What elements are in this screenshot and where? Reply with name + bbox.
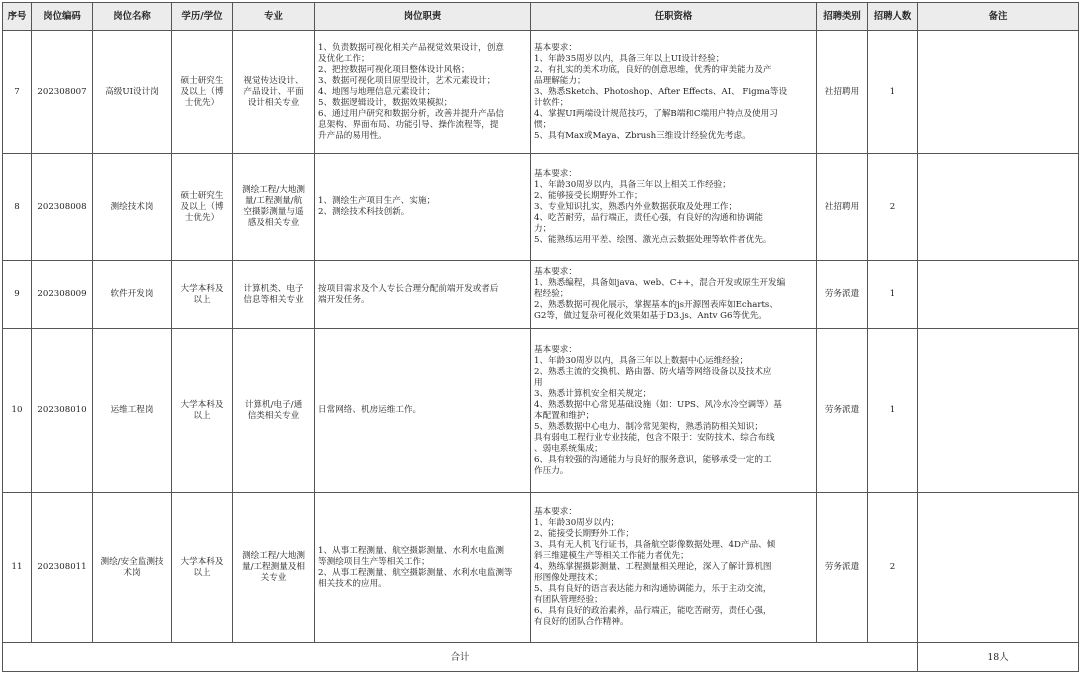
cell-code: 202308011 <box>32 493 93 643</box>
cell-seq: 8 <box>3 154 32 261</box>
cell-count: 1 <box>868 261 918 329</box>
header-name: 岗位名称 <box>93 3 172 31</box>
cell-type: 社招聘用 <box>817 154 868 261</box>
cell-duty: 1、测绘生产项目生产、实施； 2、测绘技术科技创新。 <box>315 154 531 261</box>
table-row <box>3 493 1079 643</box>
cell-duty: 按项目需求及个人专长合理分配前端开发或者后 端开发任务。 <box>315 261 531 329</box>
table-row <box>3 329 1079 493</box>
cell-qual: 基本要求： 1、年龄35周岁以内，具备三年以上UI设计经验； 2、有扎实的美术功底，良好的创意思维，优秀的审美能力及产 品理解能力； 3、熟悉Sketch、Photoshop、After Effects、AI、 Figma等设 计软件； 4、掌握UI两端设计规范技巧，了解B端和C端用户特点及使用习 惯； 5、具有Max或Maya、Zbrush三维设计经验优先考虑。 <box>531 31 817 154</box>
cell-code: 202308010 <box>32 329 93 493</box>
cell-name: 高级UI设计岗 <box>93 31 172 154</box>
header-code: 岗位编码 <box>32 3 93 31</box>
cell-qual: 基本要求： 1、熟悉编程，具备如java、web、C++，混合开发或原生开发编 程经验； 2、熟悉数据可视化展示，掌握基本的js开源图表库如Echarts、 G2等，做过复杂可视化效果如基于D3.js、Antv G6等优先。 <box>531 261 817 329</box>
header-major: 专业 <box>233 3 315 31</box>
cell-count: 2 <box>868 154 918 261</box>
cell-note <box>918 154 1079 261</box>
cell-type: 社招聘用 <box>817 31 868 154</box>
total-row <box>3 643 1079 672</box>
header-type: 招聘类别 <box>817 3 868 31</box>
cell-edu: 大学本科及 以上 <box>172 493 233 643</box>
total-value: 18人 <box>918 643 1079 672</box>
header-count: 招聘人数 <box>868 3 918 31</box>
cell-duty: 日常网络、机房运维工作。 <box>315 329 531 493</box>
cell-duty: 1、从事工程测量、航空摄影测量、水利水电监测 等测绘项目生产等相关工作； 2、从事工程测量、航空摄影测量、水利水电监测等 相关技术的应用。 <box>315 493 531 643</box>
table-row <box>3 261 1079 329</box>
cell-note <box>918 329 1079 493</box>
cell-seq: 10 <box>3 329 32 493</box>
cell-code: 202308009 <box>32 261 93 329</box>
cell-seq: 9 <box>3 261 32 329</box>
cell-code: 202308008 <box>32 154 93 261</box>
cell-count: 1 <box>868 31 918 154</box>
cell-type: 劳务派遣 <box>817 493 868 643</box>
cell-note <box>918 31 1079 154</box>
total-label: 合计 <box>3 643 918 672</box>
table-row <box>3 31 1079 154</box>
cell-name: 测绘技术岗 <box>93 154 172 261</box>
cell-seq: 11 <box>3 493 32 643</box>
cell-duty: 1、负责数据可视化相关产品视觉效果设计，创意 及优化工作； 2、把控数据可视化项目整体设计风格； 3、数据可视化项目原型设计，艺术元素设计； 4、地图与地理信息元素设计； 5、数据逻辑设计，数据效果模拟； 6、通过用户研究和数据分析，改善并提升产品信 息架构、界面布局、功能引导、操作流程等，提 升产品的易用性。 <box>315 31 531 154</box>
cell-note <box>918 493 1079 643</box>
cell-qual: 基本要求： 1、年龄30周岁以内； 2、能接受长期野外工作； 3、具有无人机飞行证书，具备航空影像数据处理、4D产品、倾 斜三维建模生产等相关工作能力者优先； 4、熟练掌握摄影测量、工程测量相关理论，深入了解计算机图 形图像处理技术； 5、具有良好的语言表达能力和沟通协调能力，乐于主动交流， 有团队管理经验； 6、具有良好的政治素养，品行端正，能吃苦耐劳，责任心强， 有良好的团队合作精神。 <box>531 493 817 643</box>
cell-name: 运维工程岗 <box>93 329 172 493</box>
header-seq: 序号 <box>3 3 32 31</box>
cell-major: 计算机类、电子 信息等相关专业 <box>233 261 315 329</box>
header-row <box>3 3 1079 31</box>
cell-major: 计算机/电子/通 信类相关专业 <box>233 329 315 493</box>
header-duty: 岗位职责 <box>315 3 531 31</box>
header-edu: 学历/学位 <box>172 3 233 31</box>
cell-type: 劳务派遣 <box>817 261 868 329</box>
table-row <box>3 154 1079 261</box>
cell-seq: 7 <box>3 31 32 154</box>
cell-edu: 硕士研究生 及以上（博 士优先） <box>172 154 233 261</box>
cell-edu: 硕士研究生 及以上（博 士优先） <box>172 31 233 154</box>
cell-qual: 基本要求： 1、年龄30周岁以内，具备三年以上相关工作经验； 2、能够接受长期野外工作； 3、专业知识扎实，熟悉内外业数据获取及处理工作； 4、吃苦耐劳，品行端正，责任心强，有良好的沟通和协调能 力； 5、能熟练运用平差、绘图、激光点云数据处理等软件者优先。 <box>531 154 817 261</box>
cell-name: 测绘/安全监测技 术岗 <box>93 493 172 643</box>
cell-major: 视觉传达设计、 产品设计、平面 设计相关专业 <box>233 31 315 154</box>
cell-edu: 大学本科及 以上 <box>172 329 233 493</box>
cell-note <box>918 261 1079 329</box>
cell-type: 劳务派遣 <box>817 329 868 493</box>
recruitment-table <box>2 2 1079 672</box>
cell-edu: 大学本科及 以上 <box>172 261 233 329</box>
cell-code: 202308007 <box>32 31 93 154</box>
header-note: 备注 <box>918 3 1079 31</box>
cell-name: 软件开发岗 <box>93 261 172 329</box>
cell-count: 2 <box>868 493 918 643</box>
header-qual: 任职资格 <box>531 3 817 31</box>
cell-qual: 基本要求： 1、年龄30周岁以内，具备三年以上数据中心运维经验； 2、熟悉主流的交换机、路由器、防火墙等网络设备以及技术应 用 3、熟悉计算机安全相关规定； 4、熟悉数据中心常见基础设施（如：UPS、风冷水冷空调等）基 本配置和维护； 5、熟悉数据中心电力、制冷常见架构，熟悉消防相关知识； 具有弱电工程行业专业技能，包含不限于：安防技术、综合布线 、弱电系统集成； 6、具有较强的沟通能力与良好的服务意识，能够承受一定的工 作压力。 <box>531 329 817 493</box>
cell-count: 1 <box>868 329 918 493</box>
cell-major: 测绘工程/大地测 量/工程测量及相 关专业 <box>233 493 315 643</box>
cell-major: 测绘工程/大地测 量/工程测量/航 空摄影测量与遥 感及相关专业 <box>233 154 315 261</box>
